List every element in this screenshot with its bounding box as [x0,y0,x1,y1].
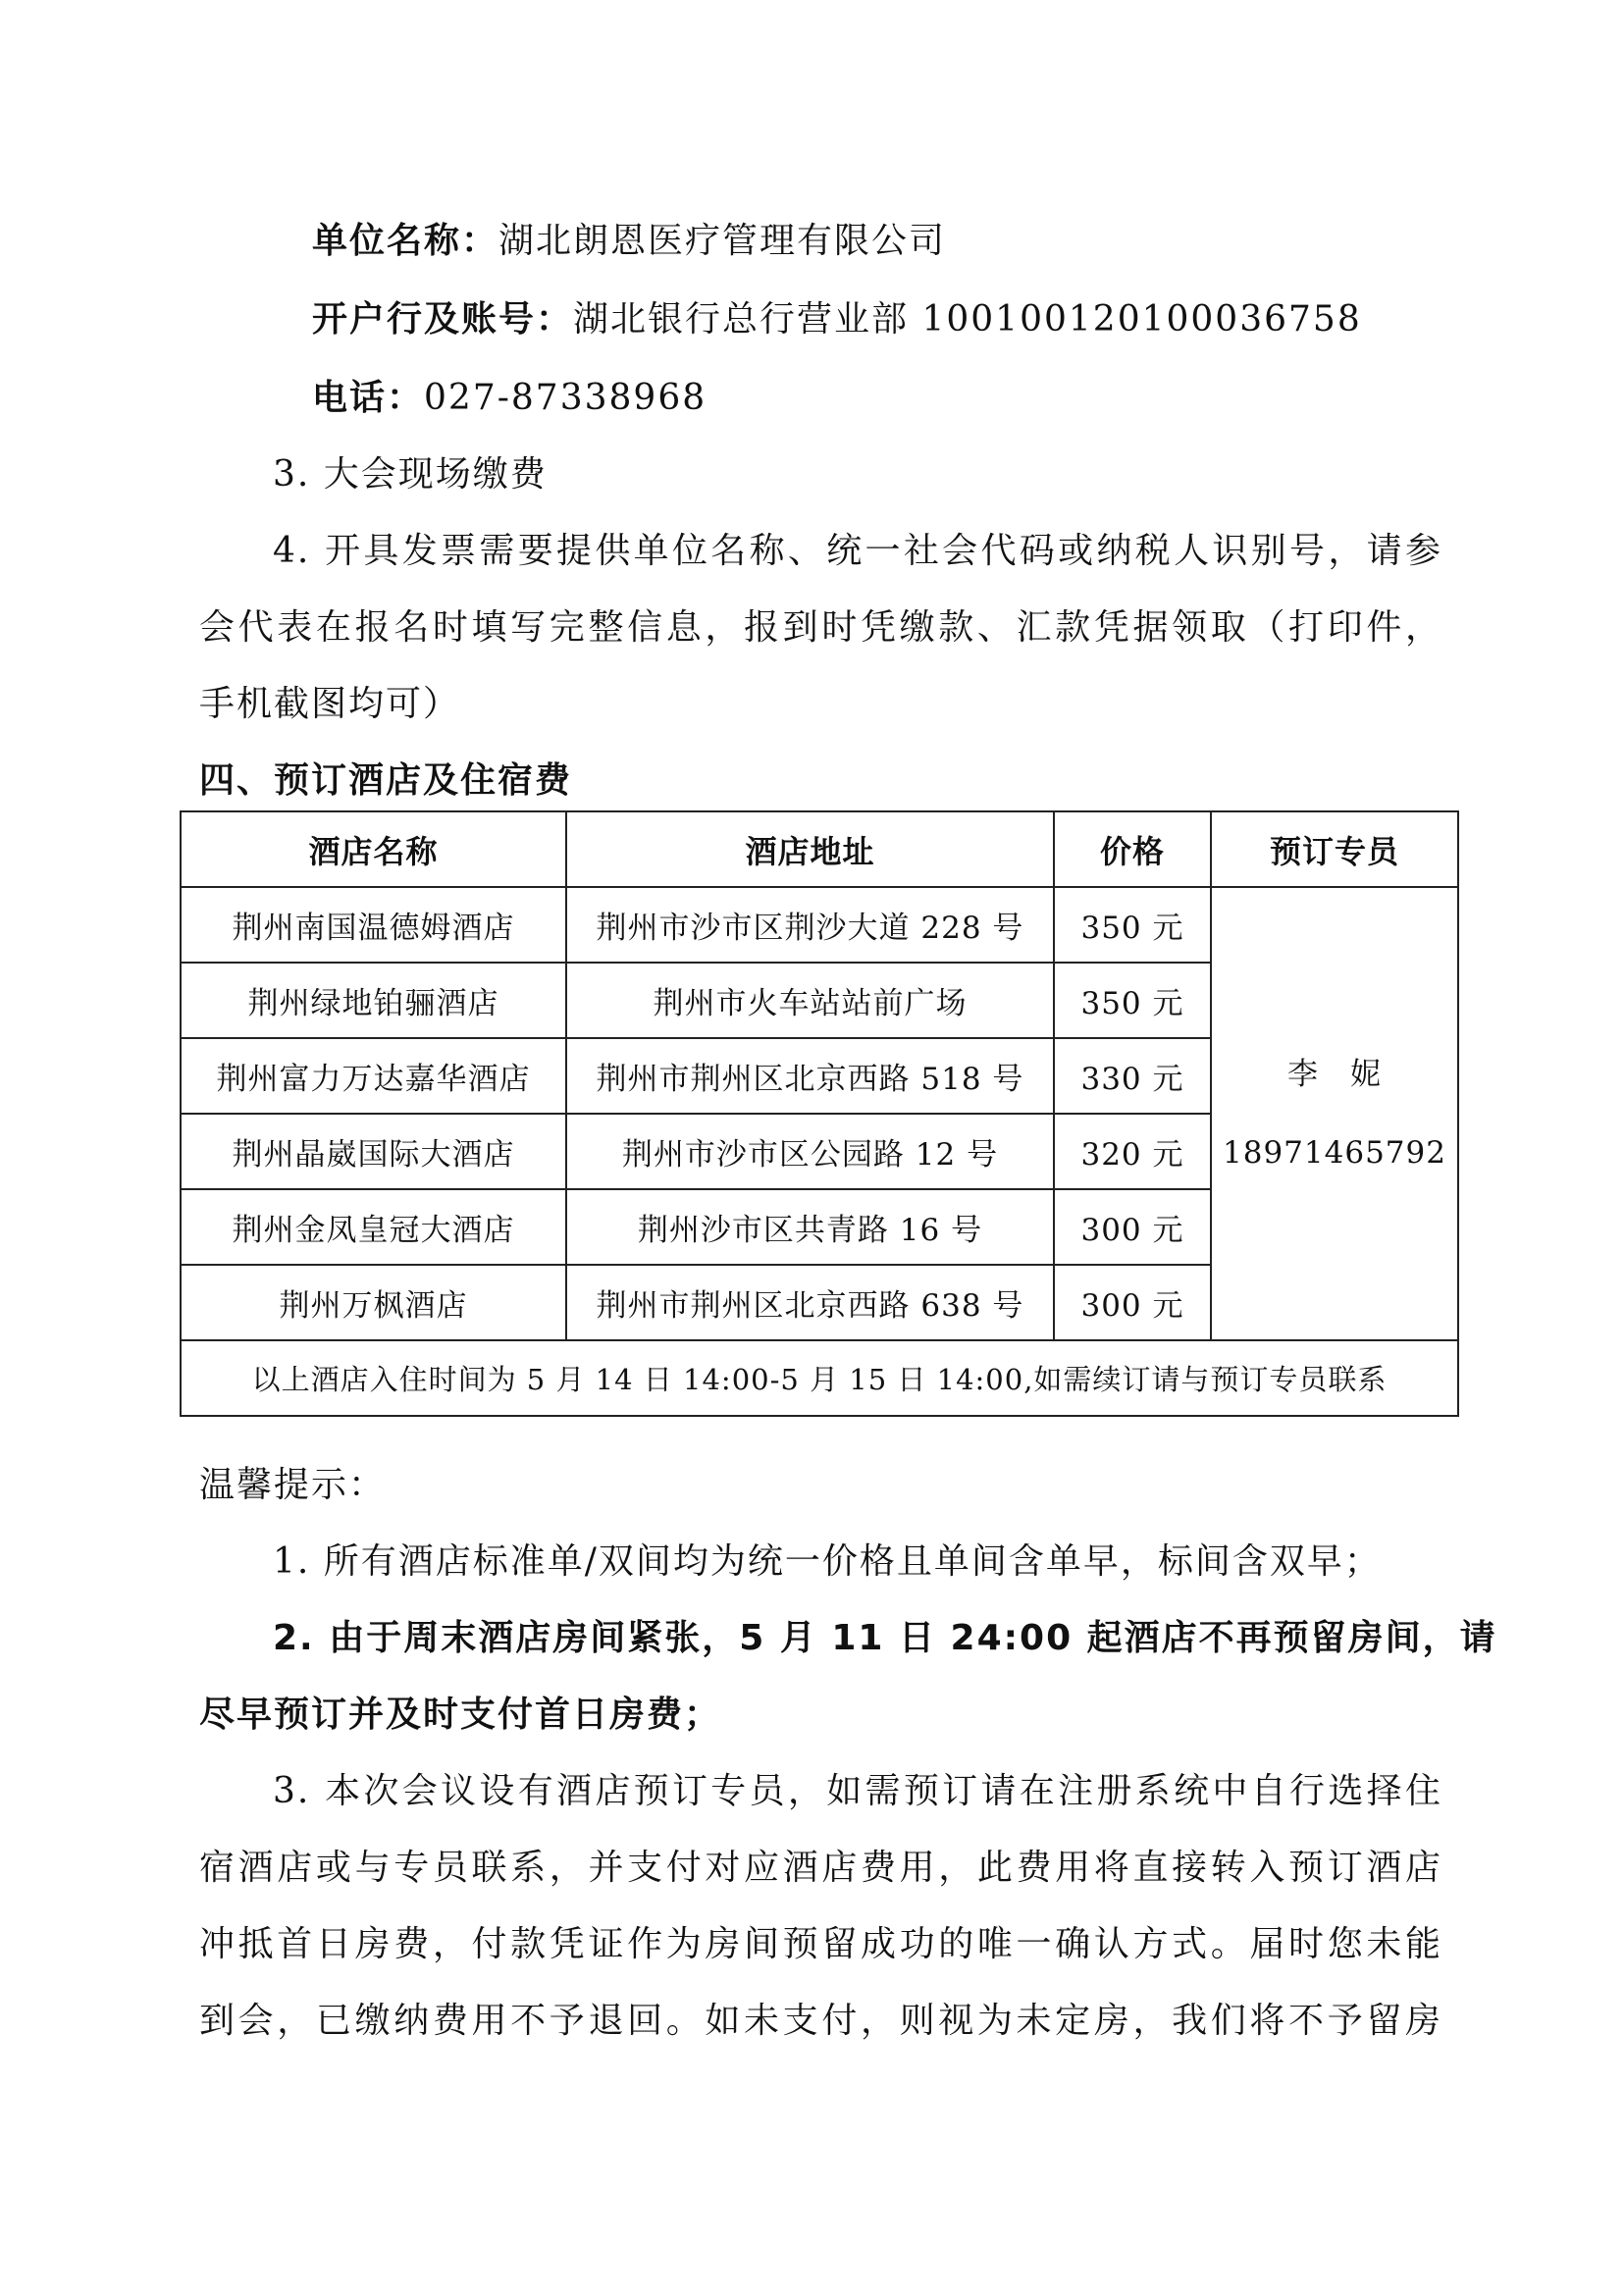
tip-3-line-3: 冲抵首日房费，付款凭证作为房间预留成功的唯一确认方式。届时您未能 [199,1924,1442,1964]
hotel-price: 350 元 [1054,887,1211,963]
hotel-name: 荆州晶崴国际大酒店 [181,1114,566,1189]
tip-1: 1. 所有酒店标准单/双间均为统一价格且单间含单早，标间含双早； [273,1541,1382,1582]
table-note-row [181,1340,1458,1416]
bank-value: 湖北银行总行营业部 100100120100036758 [573,299,1362,339]
bank-line [312,296,1362,343]
phone-value: 027-87338968 [424,378,707,418]
item-3: 3. 大会现场缴费 [273,454,548,495]
hotel-price: 320 元 [1054,1114,1211,1189]
agent-name: 李 妮 [1287,1057,1382,1092]
hotel-table [180,810,1459,1417]
item-4-line-3: 手机截图均可） [199,684,461,724]
phone-line [312,375,707,422]
item-4-line-2: 会代表在报名时填写完整信息，报到时凭缴款、汇款凭据领取（打印件， [199,607,1442,648]
phone-label: 电话： [312,378,425,418]
section-4-title: 四、预订酒店及住宿费 [199,760,573,801]
hotel-address: 荆州市沙市区公园路 12 号 [566,1114,1054,1189]
tips-title: 温馨提示： [199,1465,387,1505]
org-label: 单位名称： [312,221,499,261]
table-note: 以上酒店入住时间为 5 月 14 日 14:00-5 月 15 日 14:00,如需续订请与预订专员联系 [181,1340,1458,1416]
tip-2-line-2: 尽早预订并及时支付首日房费； [199,1695,722,1735]
tip-3-line-1: 3. 本次会议设有酒店预订专员，如需预订请在注册系统中自行选择住 [273,1771,1442,1811]
hotel-name: 荆州富力万达嘉华酒店 [181,1038,566,1114]
header-booking-agent: 预订专员 [1211,811,1458,887]
header-hotel-name: 酒店名称 [181,811,566,887]
hotel-address: 荆州市荆州区北京西路 638 号 [566,1265,1054,1340]
tip-3-line-4: 到会，已缴纳费用不予退回。如未支付，则视为未定房，我们将不予留房 [199,2001,1442,2041]
header-hotel-address: 酒店地址 [566,811,1054,887]
agent-phone: 18971465792 [1223,1135,1446,1171]
hotel-price: 330 元 [1054,1038,1211,1114]
org-line [312,218,946,265]
booking-agent-cell [1211,887,1458,1340]
hotel-address: 荆州市荆州区北京西路 518 号 [566,1038,1054,1114]
bank-label: 开户行及账号： [312,299,574,339]
hotel-name: 荆州南国温德姆酒店 [181,887,566,963]
hotel-price: 300 元 [1054,1265,1211,1340]
tip-3-line-2: 宿酒店或与专员联系，并支付对应酒店费用，此费用将直接转入预订酒店 [199,1848,1442,1888]
table-row [181,887,1458,963]
table-header-row [181,811,1458,887]
hotel-name: 荆州绿地铂骊酒店 [181,963,566,1038]
hotel-name: 荆州万枫酒店 [181,1265,566,1340]
hotel-price: 300 元 [1054,1189,1211,1265]
item-4-line-1: 4. 开具发票需要提供单位名称、统一社会代码或纳税人识别号，请参 [273,531,1442,571]
hotel-name: 荆州金凤皇冠大酒店 [181,1189,566,1265]
hotel-price: 350 元 [1054,963,1211,1038]
hotel-address: 荆州市沙市区荆沙大道 228 号 [566,887,1054,963]
hotel-address: 荆州沙市区共青路 16 号 [566,1189,1054,1265]
header-price: 价格 [1054,811,1211,887]
hotel-address: 荆州市火车站站前广场 [566,963,1054,1038]
org-value: 湖北朗恩医疗管理有限公司 [498,221,947,261]
tip-2-line-1: 2. 由于周末酒店房间紧张，5 月 11 日 24:00 起酒店不再预留房间，请 [273,1618,1497,1658]
